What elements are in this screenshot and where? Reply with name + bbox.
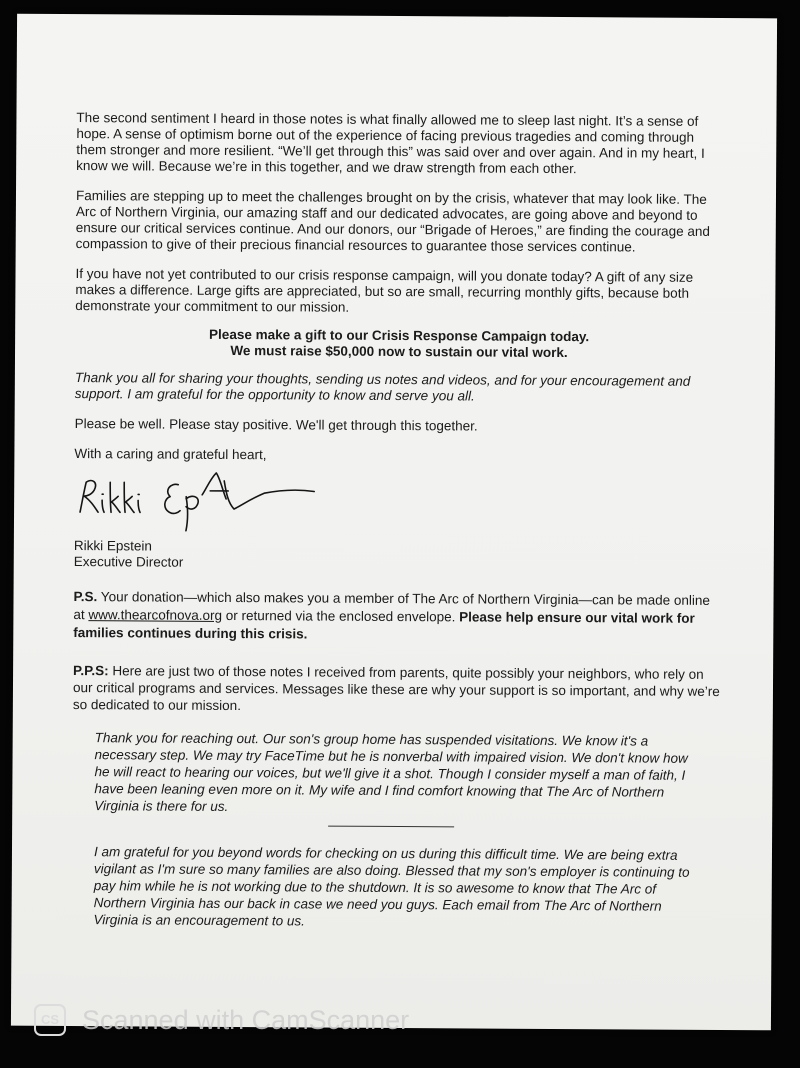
watermark-text: Scanned with CamScanner	[82, 1005, 410, 1035]
parent-note-1: Thank you for reaching out. Our son's group home has suspended visitations. We know it's a necessary step. We may try FaceTime but he is nonverbal with impaired vision. We don't know how he will react to hearing our voices, but we'll give it a shot. Though I consider myself a man of faith, I have been leaning even more on it. My wife and I find comfort knowing that The Arc of Northern Virginia is there for us.	[94, 730, 688, 814]
appeal-callout	[75, 326, 723, 362]
camscanner-icon: CS	[34, 1004, 66, 1036]
parent-note-2: I am grateful for you beyond words for checking on us during this difficult time. We are being extra vigilant as I'm sure so many families are also doing. Blessed that my son's employer is continuing to pay him while he is not working due to the shutdown. It is so awesome to know that The Arc of Northern Virginia has our back in case we need you guys. Each email from The Arc of Northern Virginia is an encouragement to us.	[93, 844, 690, 929]
postscript	[73, 588, 721, 646]
signature-image	[74, 468, 334, 536]
ps-text-1: Your donation—which also makes you a member of The Arc of Northern Virginia—can be made online at	[73, 589, 710, 623]
paragraph-be-well: Please be well. Please stay positive. We'll get through this together.	[74, 416, 478, 434]
signer-title: Executive Director	[73, 554, 184, 570]
ps-text-2: or returned via the enclosed envelope.	[221, 607, 460, 625]
paragraph-hope: The second sentiment I heard in those notes is what finally allowed me to sleep last night. It’s a sense of hope. A sense of optimism borne out of the experience of facing previous tragedies and coming through them stronger and more resilient. “We’ll get through this” was said over and over again. And in my heart, I know we will. Because we’re in this together, and we draw strength from each other.	[76, 110, 705, 177]
pps-text: Here are just two of those notes I received from parents, quite possibly your neighbors, who rely on our critical programs and services. Messages like these are why your support is so important, and why we’re so dedicated to our mission.	[72, 663, 720, 714]
closing-line: With a caring and grateful heart,	[74, 446, 267, 463]
signer-block	[74, 538, 722, 574]
letter-body	[72, 110, 725, 932]
letter-page	[11, 14, 777, 1031]
note-divider	[328, 826, 454, 828]
post-postscript	[73, 662, 721, 717]
handwritten-signature	[74, 468, 722, 538]
paragraph-thanks: Thank you all for sharing your thoughts, sending us notes and videos, and for your encouragement and support. I am grateful for the opportunity to know and serve you all.	[74, 370, 691, 404]
pps-label: P.P.S:	[73, 663, 109, 679]
signer-name: Rikki Epstein	[73, 538, 152, 554]
ps-label: P.S.	[73, 589, 98, 605]
appeal-line-2: We must raise $50,000 now to sustain our vital work.	[230, 342, 568, 361]
website-link[interactable]: www.thearcofnova.org	[88, 607, 223, 623]
paragraph-families: Families are stepping up to meet the challenges brought on by the crisis, whatever that may look like. The Arc of Northern Virginia, our amazing staff and our dedicated advocates, are going above and beyond to ensure our critical services continue. And our donors, our “Brigade of Heroes,” are finding the courage and compassion to give of their precious financial resources to guarantee those services continue.	[75, 188, 710, 255]
paragraph-donate: If you have not yet contributed to our crisis response campaign, will you donate today? A gift of any size makes a difference. Large gifts are appreciated, but so are small, recurring monthly gifts, because both demonstrate your commitment to our mission.	[75, 266, 694, 315]
ps-bold-text: Please help ensure our vital work for families continues during this crisis.	[73, 609, 695, 642]
appeal-line-1: Please make a gift to our Crisis Response Campaign today.	[209, 326, 590, 345]
scanner-watermark	[0, 1000, 800, 1040]
